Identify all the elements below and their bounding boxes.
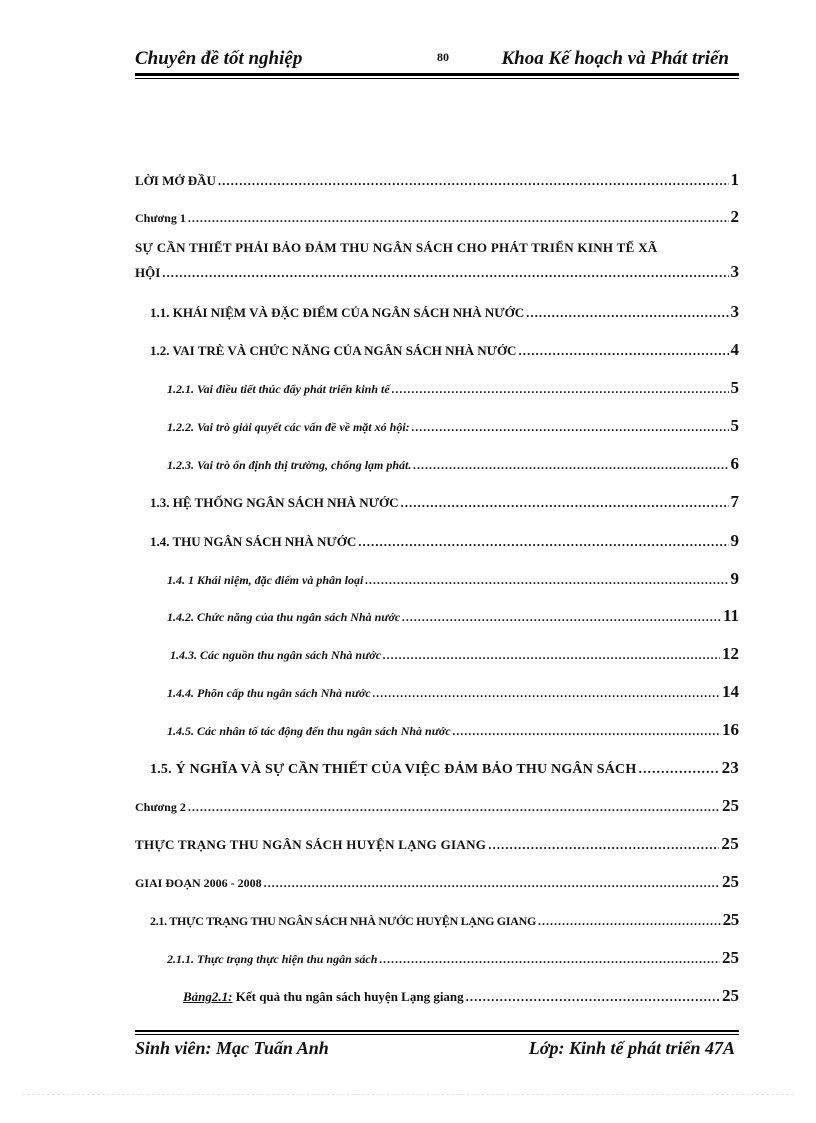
toc-entry-text-line1: SỰ CẦN THIẾT PHẢI BẢO ĐẢM THU NGÂN SÁCH CHO PHÁT TRIỂN KINH TẾ XÃ bbox=[135, 240, 658, 255]
toc-page-number: 6 bbox=[730, 454, 739, 473]
toc-entry-1-4-3[interactable] bbox=[170, 644, 739, 664]
leader-dots bbox=[218, 173, 729, 189]
toc-entry-text: 2.1.1. Thực trạng thực hiện thu ngân sách bbox=[167, 952, 378, 966]
toc-entry-chuong-1[interactable] bbox=[135, 207, 739, 227]
toc-entry-su-can-thiet[interactable] bbox=[135, 240, 739, 282]
leader-dots bbox=[358, 534, 728, 550]
toc-entry-text: 1.2.3. Vai trò ổn định thị trường, chống lạm phát. bbox=[167, 458, 412, 472]
toc-entry-text: 1.4.3. Các nguồn thu ngân sách Nhà nước bbox=[170, 648, 382, 662]
toc-page-number: 7 bbox=[730, 492, 739, 511]
page-footer bbox=[135, 1038, 735, 1066]
toc-entry-2-1-1[interactable] bbox=[167, 948, 739, 968]
toc-page-number: 11 bbox=[722, 606, 739, 625]
leader-dots bbox=[365, 573, 728, 588]
toc-page-number: 5 bbox=[730, 378, 739, 397]
toc-entry-text: 1.4.2. Chức năng của thu ngân sách Nhà nước bbox=[167, 610, 401, 624]
leader-dots bbox=[538, 914, 721, 929]
toc-page-number: 25 bbox=[722, 872, 739, 891]
leader-dots bbox=[400, 495, 728, 511]
toc-entry-text: Chương 1 bbox=[135, 211, 186, 225]
toc-entry-text: 1.2. VAI TRÈ VÀ CHỨC NĂNG CỦA NGÂN SÁCH NHÀ NƯỚC bbox=[150, 343, 517, 358]
toc-page-number: 3 bbox=[730, 262, 739, 281]
leader-dots bbox=[638, 762, 719, 778]
leader-dots bbox=[383, 648, 720, 663]
page-boundary bbox=[22, 1094, 794, 1095]
toc-entry-giai-doan[interactable] bbox=[135, 872, 739, 892]
toc-page-number: 16 bbox=[722, 720, 739, 739]
toc-entry-1-2[interactable] bbox=[150, 340, 739, 360]
toc-entry-text: 1.4. THU NGÂN SÁCH NHÀ NƯỚC bbox=[150, 534, 357, 549]
toc-page-number: 12 bbox=[722, 644, 739, 663]
toc-page-number: 14 bbox=[722, 682, 739, 701]
toc-entry-text: 2.1. THỰC TRẠNG THU NGÂN SÁCH NHÀ NƯỚC HUYỆN LẠNG GIANG bbox=[150, 914, 536, 928]
toc-page-number: 1 bbox=[730, 170, 739, 189]
toc-entry-loi-mo-dau[interactable] bbox=[135, 170, 739, 190]
toc-entry-1-4-5[interactable] bbox=[167, 720, 739, 740]
header-thesis-title: Chuyên đề tốt nghiệp bbox=[135, 48, 303, 69]
table-label: Bảng2.1: bbox=[183, 989, 233, 1004]
toc-page-number: 23 bbox=[721, 758, 739, 777]
leader-dots bbox=[379, 952, 720, 967]
leader-dots bbox=[188, 800, 720, 815]
toc-entry-bang-2-1[interactable] bbox=[183, 986, 739, 1006]
toc-page-number: 25 bbox=[722, 986, 739, 1005]
toc-entry-line2 bbox=[135, 262, 739, 282]
toc-entry-text: 1.1. KHÁI NIỆM VÀ ĐẶC ĐIỂM CỦA NGÂN SÁCH NHÀ NƯỚC bbox=[150, 305, 525, 320]
toc-entry-text: GIAI ĐOẠN 2006 - 2008 bbox=[135, 876, 262, 890]
toc-page-number: 25 bbox=[722, 910, 739, 929]
toc-entry-1-4-1[interactable] bbox=[167, 569, 739, 589]
toc-entry-chuong-2[interactable] bbox=[135, 796, 739, 816]
toc-entry-1-5[interactable] bbox=[150, 758, 739, 778]
footer-class: Lớp: Kinh tế phát triển 47A bbox=[528, 1038, 735, 1058]
leader-dots bbox=[392, 382, 729, 397]
toc-entry-1-2-3[interactable] bbox=[167, 454, 739, 474]
toc-entry-text: 1.4.4. Phõn cấp thu ngân sách Nhà nước bbox=[167, 686, 371, 700]
toc-entry-text: 1.2.1. Vai điều tiết thúc đẩy phát triển kinh tế bbox=[167, 382, 390, 396]
toc-entry-1-2-2[interactable] bbox=[167, 416, 739, 436]
toc-page-number: 25 bbox=[722, 948, 739, 967]
leader-dots bbox=[413, 458, 728, 473]
page-header bbox=[135, 44, 729, 76]
toc-page-number: 2 bbox=[730, 207, 739, 226]
toc-page-number: 5 bbox=[730, 416, 739, 435]
toc-entry-text: 1.3. HỆ THỐNG NGÂN SÁCH NHÀ NƯỚC bbox=[150, 495, 399, 510]
leader-dots bbox=[453, 724, 720, 739]
table-caption: Kết quả thu ngân sách huyện Lạng giang bbox=[232, 989, 464, 1004]
toc-entry-1-4-2[interactable] bbox=[167, 606, 739, 626]
toc-entry-text: LỜI MỞ ĐẦU bbox=[135, 173, 216, 188]
toc-page-number: 25 bbox=[721, 834, 739, 853]
toc-entry-1-4-4[interactable] bbox=[167, 682, 739, 702]
header-rule-thin bbox=[135, 78, 739, 79]
leader-dots bbox=[402, 610, 721, 625]
leader-dots bbox=[188, 211, 729, 226]
toc-entry-text bbox=[183, 989, 464, 1005]
toc-entry-1-4[interactable] bbox=[150, 531, 739, 551]
toc-entry-thuc-trang[interactable] bbox=[135, 834, 739, 854]
leader-dots bbox=[264, 876, 720, 891]
leader-dots bbox=[488, 837, 719, 853]
toc-entry-1-3[interactable] bbox=[150, 492, 739, 512]
toc-entry-text: THỰC TRẠNG THU NGÂN SÁCH HUYỆN LẠNG GIANG bbox=[135, 837, 487, 852]
toc-entry-text: 1.4.5. Các nhân tố tác động đến thu ngân sách Nhà nước bbox=[167, 724, 451, 738]
toc-entry-text: 1.2.2. Vai trò giải quyết các vấn đề về mặt xó hội: bbox=[167, 420, 410, 434]
leader-dots bbox=[526, 305, 728, 321]
toc-page-number: 9 bbox=[730, 531, 739, 550]
toc-entry-text: Chương 2 bbox=[135, 800, 186, 814]
leader-dots bbox=[518, 343, 728, 359]
toc-page-number: 25 bbox=[722, 796, 739, 815]
toc-entry-1-2-1[interactable] bbox=[167, 378, 739, 398]
toc-page-number: 9 bbox=[730, 569, 739, 588]
leader-dots bbox=[162, 265, 728, 281]
header-faculty: Khoa Kế hoạch và Phát triển bbox=[501, 48, 729, 69]
toc-entry-text: 1.4. 1 Khái niệm, đặc điểm và phân loại bbox=[167, 573, 364, 587]
toc-entry-1-1[interactable] bbox=[150, 302, 739, 322]
toc-entry-text-line2: HỘI bbox=[135, 265, 161, 280]
toc-entry-text: 1.5. Ý NGHĨA VÀ SỰ CẦN THIẾT CỦA VIỆC ĐẢM BẢO THU NGÂN SÁCH bbox=[150, 762, 637, 777]
toc-page-number: 4 bbox=[730, 340, 739, 359]
header-rule bbox=[135, 73, 739, 76]
page-number: 80 bbox=[437, 50, 449, 64]
footer-student: Sinh viên: Mạc Tuấn Anh bbox=[135, 1038, 329, 1058]
toc-page-number: 3 bbox=[730, 302, 739, 321]
leader-dots bbox=[466, 989, 720, 1005]
leader-dots bbox=[373, 686, 720, 701]
leader-dots bbox=[412, 420, 729, 435]
footer-rule bbox=[135, 1030, 739, 1032]
footer-rule-thin bbox=[135, 1034, 739, 1035]
toc-entry-2-1[interactable] bbox=[150, 910, 739, 930]
